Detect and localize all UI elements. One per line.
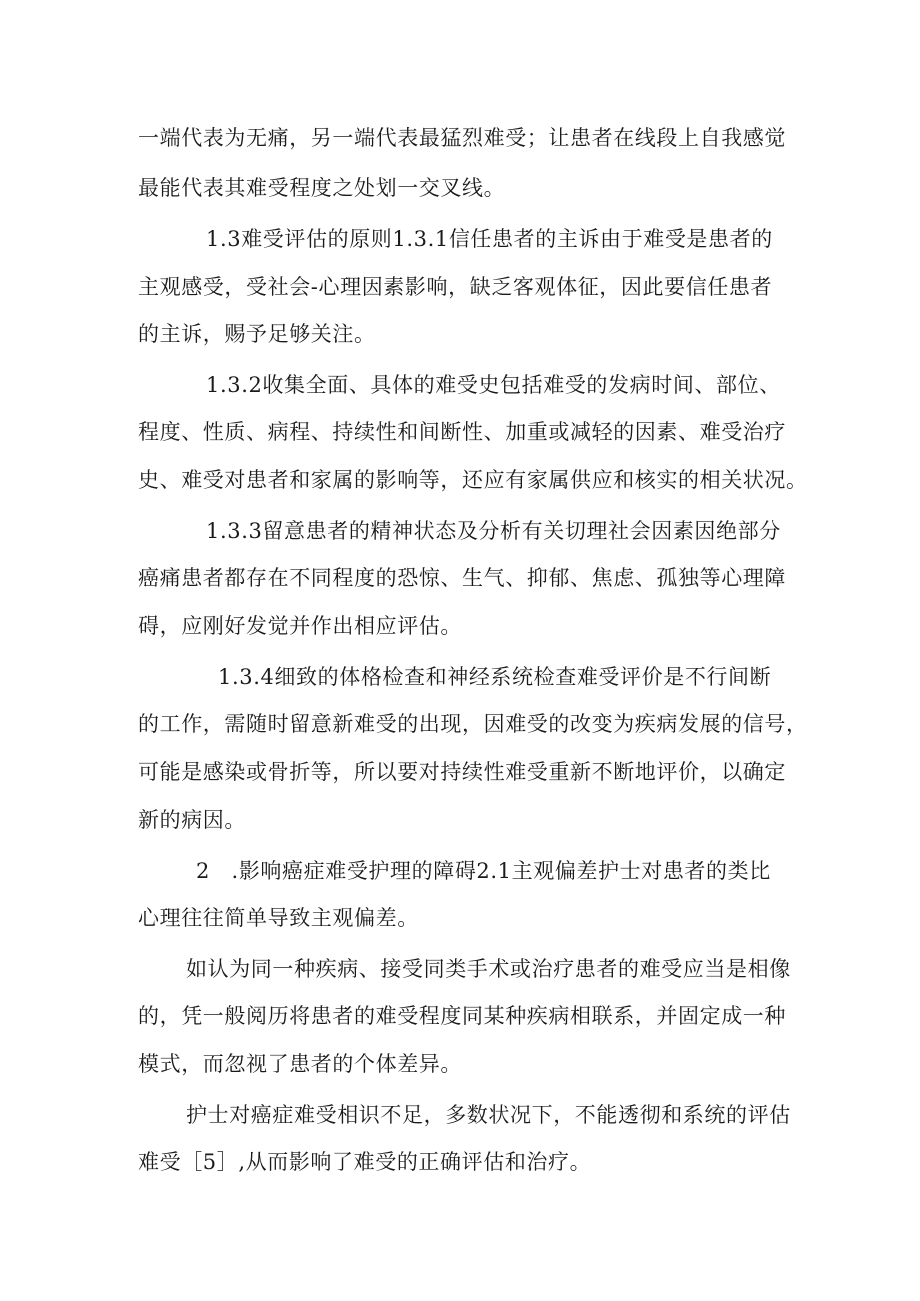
paragraph-line: 史、难受对患者和家属的影响等，还应有家属供应和核实的相关状况。 [138, 468, 808, 492]
paragraph-line: 新的病因。 [138, 808, 246, 832]
paragraph-line: 1.3难受评估的原则1.3.1信任患者的主诉由于难受是患者的 [206, 227, 773, 251]
paragraph-line: 的，凭一般阅历将患者的难受程度同某种疾病相联系，并固定成一种 [138, 1004, 786, 1028]
paragraph-line: 2 .影响癌症难受护理的障碍2.1主观偏差护士对患者的类比 [196, 859, 771, 883]
paragraph-line: 癌痛患者都存在不同程度的恐惊、生气、抑郁、焦虑、孤独等心理障 [138, 566, 786, 590]
paragraph-line: 最能代表其难受程度之处划一交叉线。 [138, 176, 506, 200]
paragraph-line: 可能是感染或骨折等，所以要对持续性难受重新不断地评价，以确定 [138, 760, 786, 784]
paragraph-line: 1.3.4细致的体格检查和神经系统检查难受评价是不行间断 [218, 665, 772, 689]
paragraph-line: 护士对癌症难受相识不足，多数状况下，不能透彻和系统的评估 [186, 1103, 791, 1127]
paragraph-line: 碍，应刚好发觉并作出相应评估。 [138, 614, 462, 638]
paragraph-line: 的工作，需随时留意新难受的出现，因难受的改变为疾病发展的信号， [138, 712, 808, 736]
paragraph-line: 模式，而忽视了患者的个体差异。 [138, 1052, 462, 1076]
paragraph-line: 主观感受，受社会-心理因素影响，缺乏客观体征，因此要信任患者 [138, 275, 773, 299]
paragraph-line: 程度、性质、病程、持续性和间断性、加重或减轻的因素、难受治疗 [138, 420, 786, 444]
paragraph-line: 1.3.2收集全面、具体的难受史包括难受的发病时间、部位、 [206, 373, 781, 397]
paragraph-line: 一端代表为无痛，另一端代表最猛烈难受；让患者在线段上自我感觉 [138, 126, 786, 150]
paragraph-line: 心理往往简单导致主观偏差。 [138, 906, 419, 930]
paragraph-line: 难受［5］,从而影响了难受的正确评估和治疗。 [138, 1150, 592, 1174]
paragraph-line: 如认为同一种疾病、接受同类手术或治疗患者的难受应当是相像 [186, 957, 791, 981]
paragraph-line: 1.3.3留意患者的精神状态及分析有关切理社会因素因绝部分 [206, 519, 781, 543]
paragraph-line: 的主诉，赐予足够关注。 [138, 322, 376, 346]
